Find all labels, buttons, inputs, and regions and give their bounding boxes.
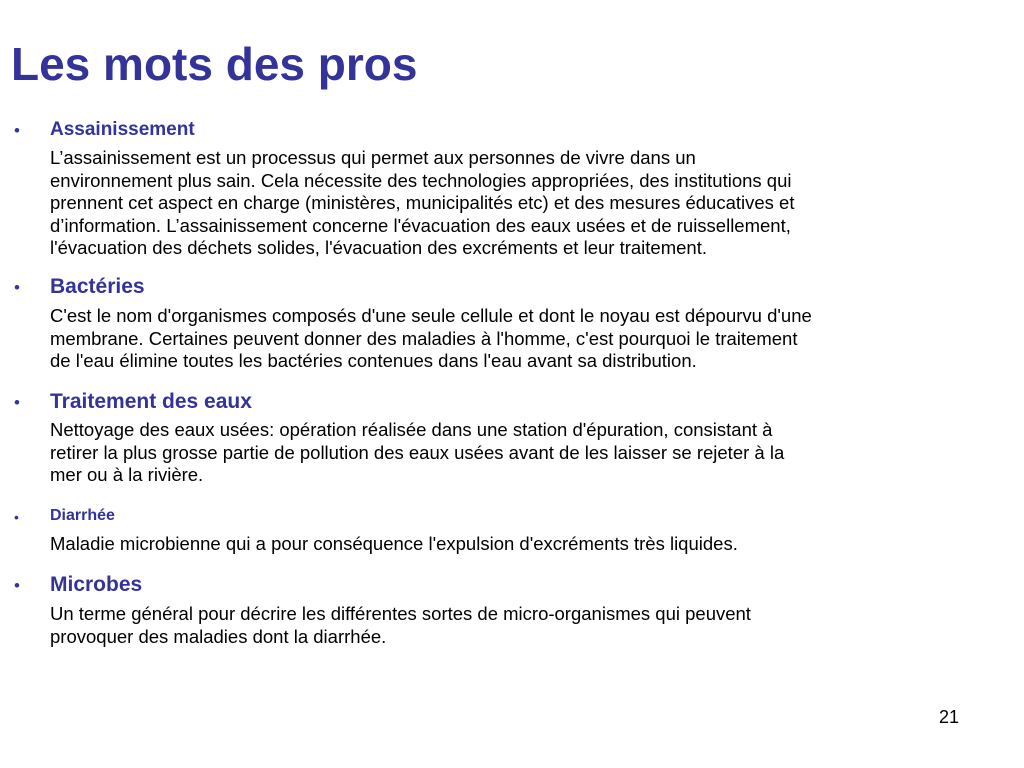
term-title: Traitement des eaux — [50, 390, 252, 413]
description-line: mer ou à la rivière. — [50, 464, 204, 485]
page-number: 21 — [939, 707, 960, 727]
bullet-icon: • — [14, 509, 19, 525]
term-description — [50, 603, 990, 648]
term-title: Microbes — [50, 573, 143, 596]
slide-title: Les mots des pros — [11, 38, 418, 90]
description-line: provoquer des maladies dont la diarrhée. — [50, 625, 387, 647]
term-title: Bactéries — [50, 275, 145, 298]
description-line: retirer la plus grosse partie de pollution des eaux usées avant de les laisser se rejeter à la — [50, 441, 785, 463]
description-line: C'est le nom d'organismes composés d'une seule cellule et dont le noyau est dépourvu d'une — [50, 305, 812, 326]
term-description — [50, 419, 990, 487]
description-line: prennent cet aspect en charge (ministères, municipalités etc) et des mesures éducatives et — [50, 192, 795, 213]
term-description — [50, 147, 990, 260]
bullet-icon: • — [14, 278, 20, 297]
description-line: Un terme général pour décrire les différentes sortes de micro-organismes qui peuvent — [50, 603, 751, 624]
term-description — [50, 305, 990, 373]
description-line: environnement plus sain. Cela nécessite des technologies appropriées, des institutions qui — [50, 169, 792, 191]
bullet-icon: • — [14, 393, 20, 412]
description-line: Maladie microbienne qui a pour conséquence l'expulsion d'excréments très liquides. — [50, 533, 738, 554]
bullet-icon: • — [14, 121, 20, 140]
term-title: Diarrhée — [50, 507, 115, 524]
term-title: Assainissement — [50, 119, 195, 140]
description-line: de l'eau élimine toutes les bactéries contenues dans l'eau avant sa distribution. — [50, 350, 697, 371]
description-line: d’information. L’assainissement concerne l'évacuation des eaux usées et de ruissellement, — [50, 214, 791, 236]
description-line: Nettoyage des eaux usées: opération réalisée dans une station d'épuration, consistant à — [50, 419, 773, 440]
term-description — [50, 533, 990, 556]
description-line: L’assainissement est un processus qui permet aux personnes de vivre dans un — [50, 147, 696, 168]
description-line: l'évacuation des déchets solides, l'évacuation des excréments et leur traitement. — [50, 237, 707, 258]
bullet-icon: • — [14, 576, 20, 595]
description-line: membrane. Certaines peuvent donner des maladies à l'homme, c'est pourquoi le traitement — [50, 327, 798, 349]
